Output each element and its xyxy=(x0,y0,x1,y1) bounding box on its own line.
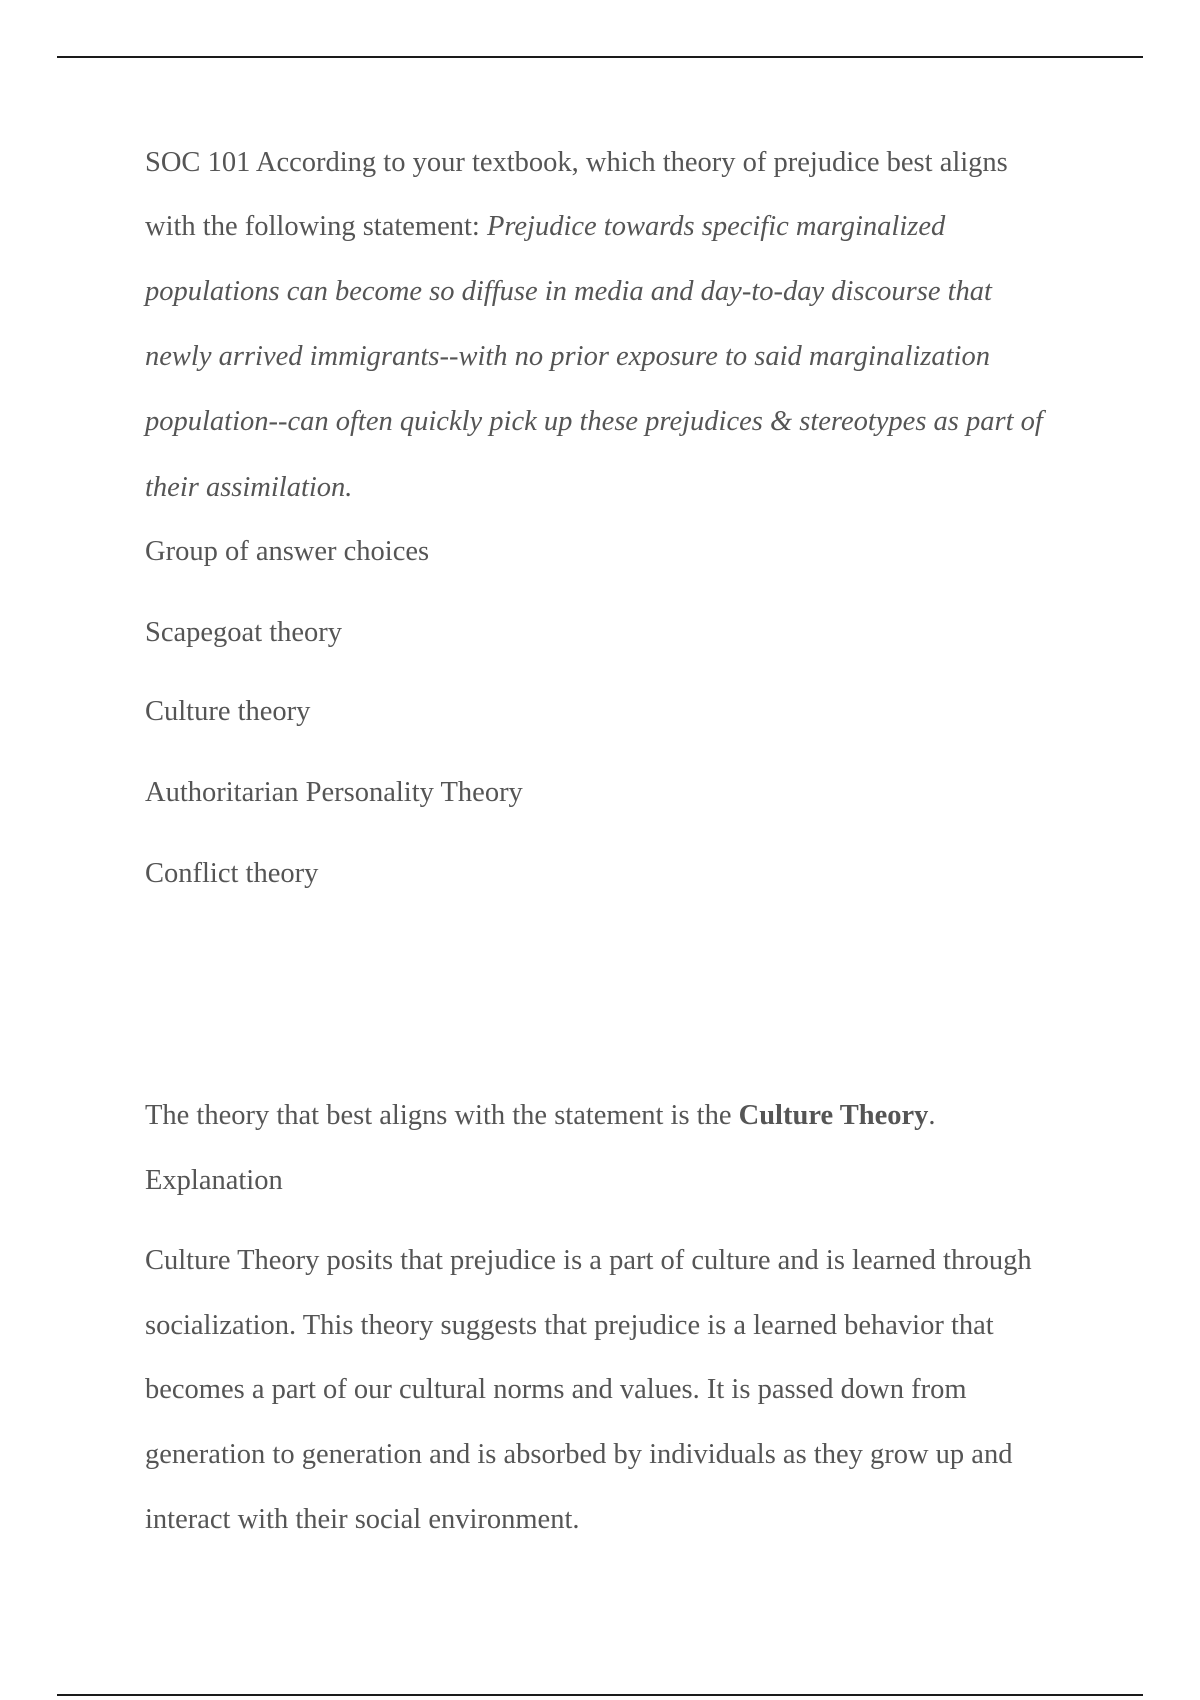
explanation-heading: Explanation xyxy=(145,1165,283,1196)
answer-choice-culture: Culture theory xyxy=(145,696,311,727)
answer-choice-scapegoat: Scapegoat theory xyxy=(145,617,343,648)
explanation-line-5: interact with their social environment. xyxy=(145,1504,580,1535)
answer-choice-conflict: Conflict theory xyxy=(145,858,319,889)
bottom-rule xyxy=(57,1694,1143,1696)
explanation-line-2: socialization. This theory suggests that prejudice is a learned behavior that xyxy=(145,1310,994,1341)
answer-term: Culture Theory xyxy=(738,1100,929,1131)
statement-line-5: population--can often quickly pick up these prejudices & stereotypes as part of xyxy=(145,406,1043,437)
statement-line-3: populations can become so diffuse in media and day-to-day discourse that xyxy=(145,276,992,307)
statement-line-6: their assimilation. xyxy=(145,472,353,503)
answer-choice-authoritarian: Authoritarian Personality Theory xyxy=(145,777,523,808)
question-line-1: SOC 101 According to your textbook, which theory of prejudice best aligns xyxy=(145,147,1008,178)
question-line-2: with the following statement: Prejudice towards specific marginalized xyxy=(145,211,946,242)
explanation-line-3: becomes a part of our cultural norms and values. It is passed down from xyxy=(145,1374,967,1405)
answer-statement: The theory that best aligns with the statement is the Culture Theory. xyxy=(145,1100,936,1131)
statement-start: Prejudice towards specific marginalized xyxy=(486,211,946,242)
top-rule xyxy=(57,56,1143,58)
explanation-line-1: Culture Theory posits that prejudice is a part of culture and is learned through xyxy=(145,1245,1032,1276)
choices-heading: Group of answer choices xyxy=(145,536,430,567)
explanation-line-4: generation to generation and is absorbed by individuals as they grow up and xyxy=(145,1439,1013,1470)
statement-line-4: newly arrived immigrants--with no prior exposure to said marginalization xyxy=(145,341,990,372)
